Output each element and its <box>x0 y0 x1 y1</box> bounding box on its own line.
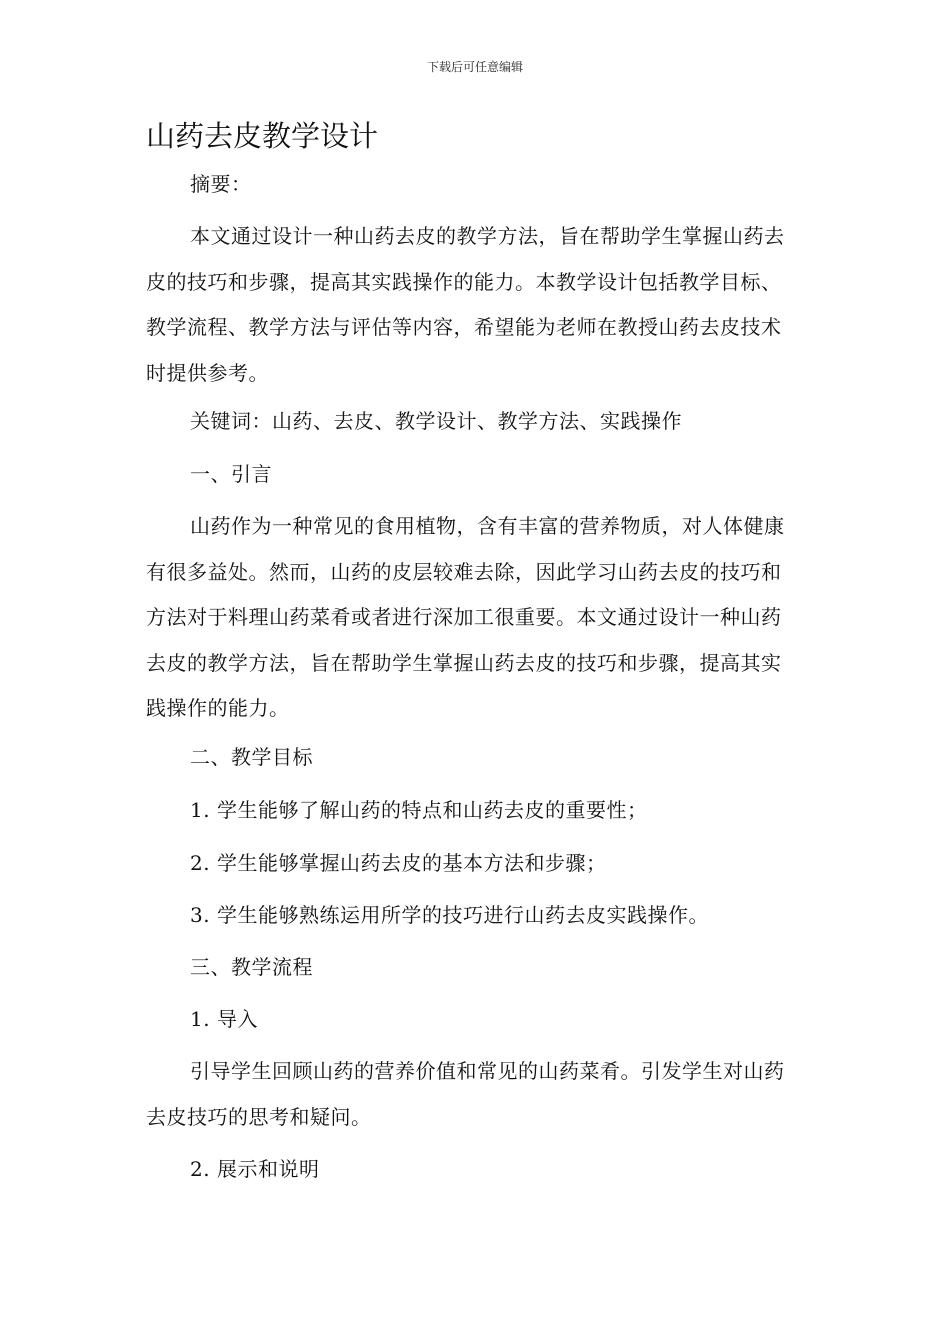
step-intro-paragraph: 引导学生回顾山药的营养价值和常见的山药菜肴。引发学生对山药去皮技巧的思考和疑问。 <box>146 1059 785 1129</box>
step-intro-block <box>146 1049 798 1140</box>
abstract-paragraph: 本文通过设计一种山药去皮的教学方法，旨在帮助学生掌握山药去皮的技巧和步骤，提高其实践操作的能力。本教学设计包括教学目标、教学流程、教学方法与评估等内容，希望能为老师在教授山药去皮技术时提供参考。 <box>146 224 785 385</box>
introduction-block <box>146 504 798 732</box>
introduction-paragraph: 山药作为一种常见的食用植物，含有丰富的营养物质，对人体健康有很多益处。然而，山药的皮层较难去除，因此学习山药去皮的技巧和方法对于料理山药菜肴或者进行深加工很重要。本文通过设计一种山药去皮的教学方法，旨在帮助学生掌握山药去皮的技巧和步骤，提高其实践操作的能力。 <box>146 514 785 720</box>
document-title: 山药去皮教学设计 <box>146 119 379 153</box>
keywords-line: 关键词：山药、去皮、教学设计、教学方法、实践操作 <box>190 409 682 433</box>
step-heading-demonstration: 2. 展示和说明 <box>190 1157 320 1181</box>
abstract-block <box>146 214 798 396</box>
header-note: 下载后可任意编辑 <box>426 60 523 74</box>
goal-item-2: 2. 学生能够掌握山药去皮的基本方法和步骤； <box>190 851 607 875</box>
step-heading-intro: 1. 导入 <box>190 1007 258 1031</box>
goal-item-1: 1. 学生能够了解山药的特点和山药去皮的重要性； <box>190 798 648 822</box>
abstract-label: 摘要： <box>190 172 252 196</box>
section-heading-introduction: 一、引言 <box>190 462 272 486</box>
section-heading-goals: 二、教学目标 <box>190 745 313 769</box>
goal-item-3: 3. 学生能够熟练运用所学的技巧进行山药去皮实践操作。 <box>190 903 709 927</box>
section-heading-process: 三、教学流程 <box>190 955 313 979</box>
